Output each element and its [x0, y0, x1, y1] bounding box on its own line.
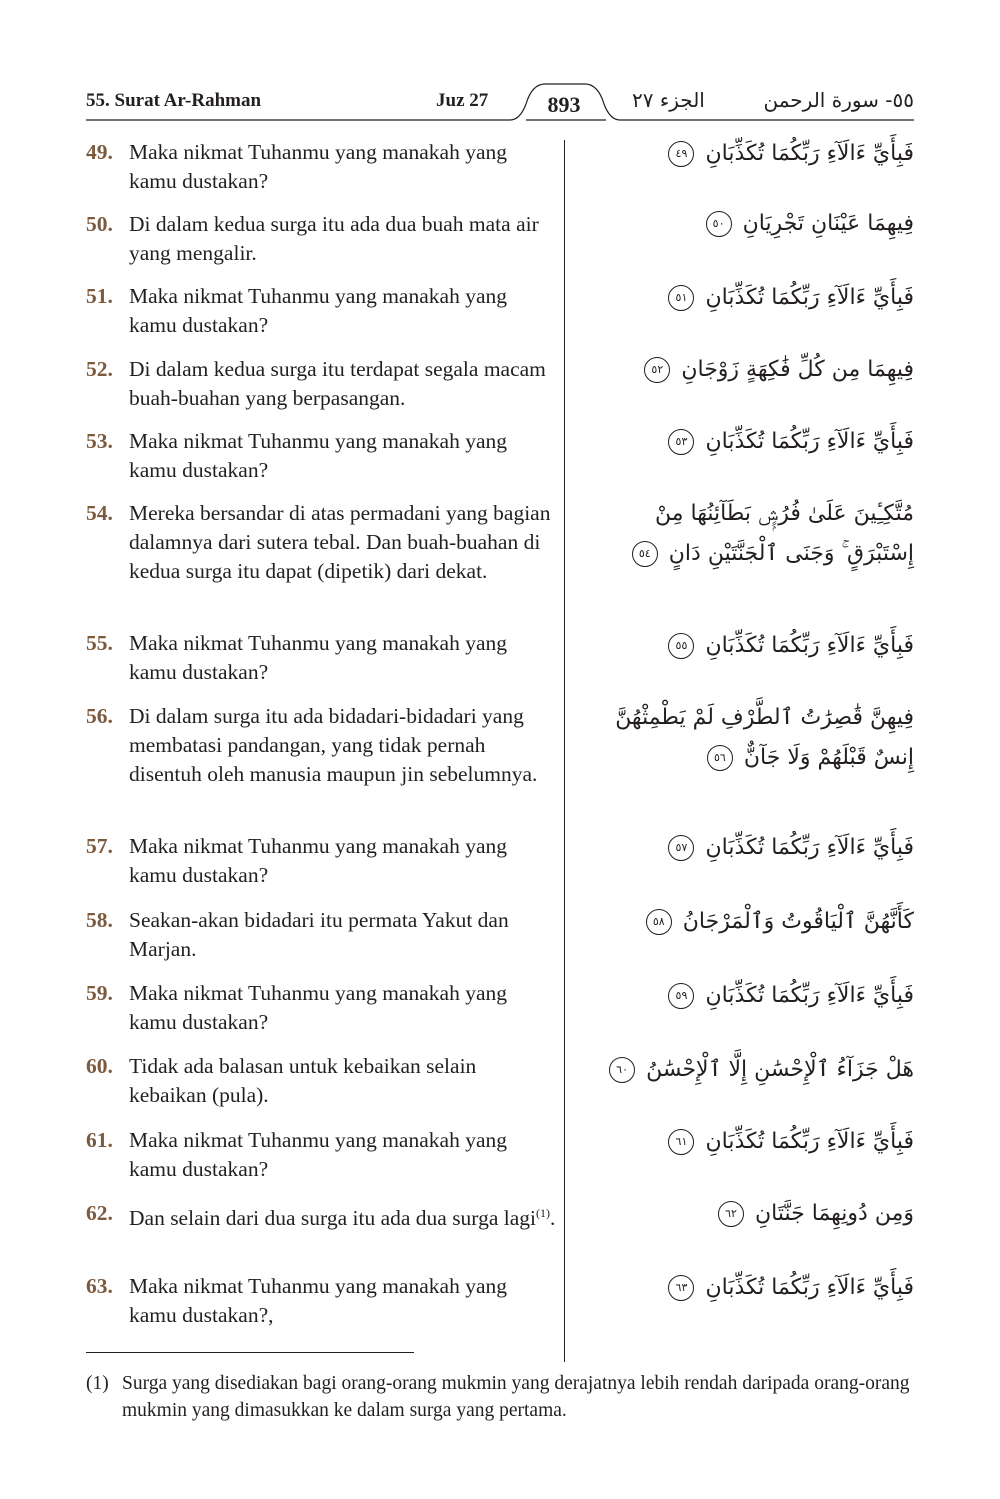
arabic-verse-61 [584, 1122, 914, 1162]
surah-title: 55. Surat Ar-Rahman [86, 90, 262, 111]
verse-translation [129, 1199, 556, 1233]
arabic-verse-57 [584, 828, 914, 868]
arabic-verse-49 [584, 134, 914, 174]
verse-number: 63. [86, 1274, 113, 1298]
verse-end-mark: ٥١ [668, 285, 694, 311]
verse-53 [86, 427, 556, 485]
verse-translation: Maka nikmat Tuhanmu yang manakah yang kamu dustakan? [129, 284, 507, 337]
arabic-text: مُتَّكِـِٔينَ عَلَىٰ فُرُشٍۭ بَطَآئِنُهَا مِنْ إِسْتَبْرَقٍ ۚ وَجَنَى ٱلْجَنَّتَيْنِ دَانٍ [654, 501, 914, 566]
verse-end-mark: ٦٠ [609, 1057, 635, 1083]
verse-number: 55. [86, 631, 113, 655]
arabic-text: وَمِن دُونِهِمَا جَنَّتَانِ [755, 1201, 914, 1226]
verse-end-mark: ٥٩ [668, 983, 694, 1009]
arabic-verse-59 [584, 976, 914, 1016]
verse-end-mark: ٤٩ [668, 141, 694, 167]
verse-number: 52. [86, 357, 113, 381]
arabic-text: فَبِأَيِّ ءَالَآءِ رَبِّكُمَا تُكَذِّبَانِ [705, 141, 914, 166]
arabic-verse-51 [584, 278, 914, 318]
verse-number: 60. [86, 1054, 113, 1078]
arabic-verse-52 [584, 350, 914, 390]
verse-text-end: . [550, 1206, 556, 1231]
arabic-text: فَبِأَيِّ ءَالَآءِ رَبِّكُمَا تُكَذِّبَانِ [705, 1275, 914, 1300]
verse-translation: Di dalam surga itu ada bidadari-bidadari yang membatasi pandangan, yang tidak pernah disentuh oleh manusia maupun jin sebelumnya. [129, 704, 538, 786]
verse-end-mark: ٥٥ [668, 633, 694, 659]
footnote-text: Surga yang disediakan bagi orang-orang mukmin yang derajatnya lebih rendah daripada orang-orang mukmin yang dimasukkan ke dalam surga yang pertama. [122, 1373, 910, 1421]
arabic-verse-60 [584, 1050, 914, 1090]
verse-62 [86, 1199, 556, 1233]
arabic-text: كَأَنَّهُنَّ ٱلْيَاقُوتُ وَٱلْمَرْجَانُ [682, 909, 914, 934]
verse-translation: Maka nikmat Tuhanmu yang manakah yang kamu dustakan? [129, 981, 507, 1034]
verse-translation: Mereka bersandar di atas permadani yang bagian dalamnya dari sutera tebal. Dan buah-buahan di kedua surga itu dapat (dipetik) dari dekat. [129, 501, 551, 583]
arabic-text: فَبِأَيِّ ءَالَآءِ رَبِّكُمَا تُكَذِّبَانِ [705, 633, 914, 658]
arabic-text: فَبِأَيِّ ءَالَآءِ رَبِّكُمَا تُكَذِّبَانِ [705, 285, 914, 310]
verse-59 [86, 979, 556, 1037]
verse-end-mark: ٥٣ [668, 429, 694, 455]
arabic-text: فِيهِمَا مِن كُلِّ فَٰكِهَةٍ زَوْجَانِ [681, 357, 914, 382]
verse-end-mark: ٦٢ [718, 1201, 744, 1227]
verse-translation: Seakan-akan bidadari itu permata Yakut dan Marjan. [129, 908, 509, 961]
arabic-verse-55 [584, 626, 914, 666]
verse-end-mark: ٦٣ [668, 1275, 694, 1301]
verse-end-mark: ٥٤ [632, 541, 658, 567]
verse-number: 62. [86, 1201, 113, 1225]
footnote-number: (1) [86, 1373, 109, 1394]
verse-number: 59. [86, 981, 113, 1005]
verse-number: 50. [86, 212, 113, 236]
verse-translation: Di dalam kedua surga itu terdapat segala macam buah-buahan yang berpasangan. [129, 357, 546, 410]
footnote [86, 1370, 916, 1424]
verse-end-mark: ٥٦ [707, 745, 733, 771]
arabic-text: فَبِأَيِّ ءَالَآءِ رَبِّكُمَا تُكَذِّبَانِ [705, 983, 914, 1008]
verse-number: 58. [86, 908, 113, 932]
verse-end-mark: ٥٠ [706, 211, 732, 237]
verse-end-mark: ٥٢ [644, 357, 670, 383]
arabic-text: فَبِأَيِّ ءَالَآءِ رَبِّكُمَا تُكَذِّبَانِ [705, 429, 914, 454]
verse-translation: Maka nikmat Tuhanmu yang manakah yang kamu dustakan? [129, 140, 507, 193]
arabic-verse-58 [584, 902, 914, 942]
verse-number: 49. [86, 140, 113, 164]
verse-58 [86, 906, 556, 964]
verse-55 [86, 629, 556, 687]
verse-number: 56. [86, 704, 113, 728]
verse-translation: Maka nikmat Tuhanmu yang manakah yang kamu dustakan? [129, 429, 507, 482]
arabic-verse-62 [584, 1194, 914, 1234]
verse-52 [86, 355, 556, 413]
verse-end-mark: ٦١ [668, 1129, 694, 1155]
verse-text: Dan selain dari dua surga itu ada dua surga lagi [129, 1206, 536, 1231]
verse-50 [86, 210, 556, 268]
arabic-text: هَلْ جَزَآءُ ٱلْإِحْسَٰنِ إِلَّا ٱلْإِحْسَٰنُ [646, 1057, 914, 1082]
arabic-verse-54 [584, 494, 914, 574]
arabic-verse-53 [584, 422, 914, 462]
arabic-text: فَبِأَيِّ ءَالَآءِ رَبِّكُمَا تُكَذِّبَانِ [705, 1129, 914, 1154]
verse-translation: Maka nikmat Tuhanmu yang manakah yang kamu dustakan?, [129, 1274, 507, 1327]
verse-end-mark: ٥٨ [646, 909, 672, 935]
footnote-ref[interactable]: (1) [536, 1206, 550, 1220]
footnote-divider [86, 1352, 414, 1353]
arabic-text: فِيهِنَّ قَٰصِرَٰتُ ٱلطَّرْفِ لَمْ يَطْمِثْهُنَّ إِنسٌ قَبْلَهُمْ وَلَا جَآنٌّ [615, 705, 914, 770]
arabic-verse-50 [584, 204, 914, 244]
verse-51 [86, 282, 556, 340]
arabic-verse-63 [584, 1268, 914, 1308]
juz-label: Juz 27 [436, 90, 489, 111]
verse-number: 54. [86, 501, 113, 525]
column-divider [564, 140, 565, 1362]
verse-57 [86, 832, 556, 890]
verse-translation: Maka nikmat Tuhanmu yang manakah yang kamu dustakan? [129, 631, 507, 684]
verse-61 [86, 1126, 556, 1184]
verse-number: 53. [86, 429, 113, 453]
verse-translation: Maka nikmat Tuhanmu yang manakah yang kamu dustakan? [129, 1128, 507, 1181]
arabic-text: فَبِأَيِّ ءَالَآءِ رَبِّكُمَا تُكَذِّبَانِ [705, 835, 914, 860]
verse-translation: Tidak ada balasan untuk kebaikan selain kebaikan (pula). [129, 1054, 477, 1107]
verse-number: 51. [86, 284, 113, 308]
verse-60 [86, 1052, 556, 1110]
verse-56 [86, 702, 556, 789]
verse-translation: Di dalam kedua surga itu ada dua buah mata air yang mengalir. [129, 212, 539, 265]
page-number: 893 [547, 92, 581, 117]
arabic-text: فِيهِمَا عَيْنَانِ تَجْرِيَانِ [742, 211, 914, 236]
verse-number: 57. [86, 834, 113, 858]
verse-63 [86, 1272, 556, 1330]
verse-end-mark: ٥٧ [668, 835, 694, 861]
verse-number: 61. [86, 1128, 113, 1152]
verse-translation: Maka nikmat Tuhanmu yang manakah yang kamu dustakan? [129, 834, 507, 887]
surah-arabic: ٥٥- سورة الرحمن [763, 88, 914, 112]
juz-arabic: الجزء ٢٧ [632, 88, 705, 112]
verse-49 [86, 138, 556, 196]
verse-54 [86, 499, 556, 586]
arabic-verse-56 [584, 698, 914, 778]
